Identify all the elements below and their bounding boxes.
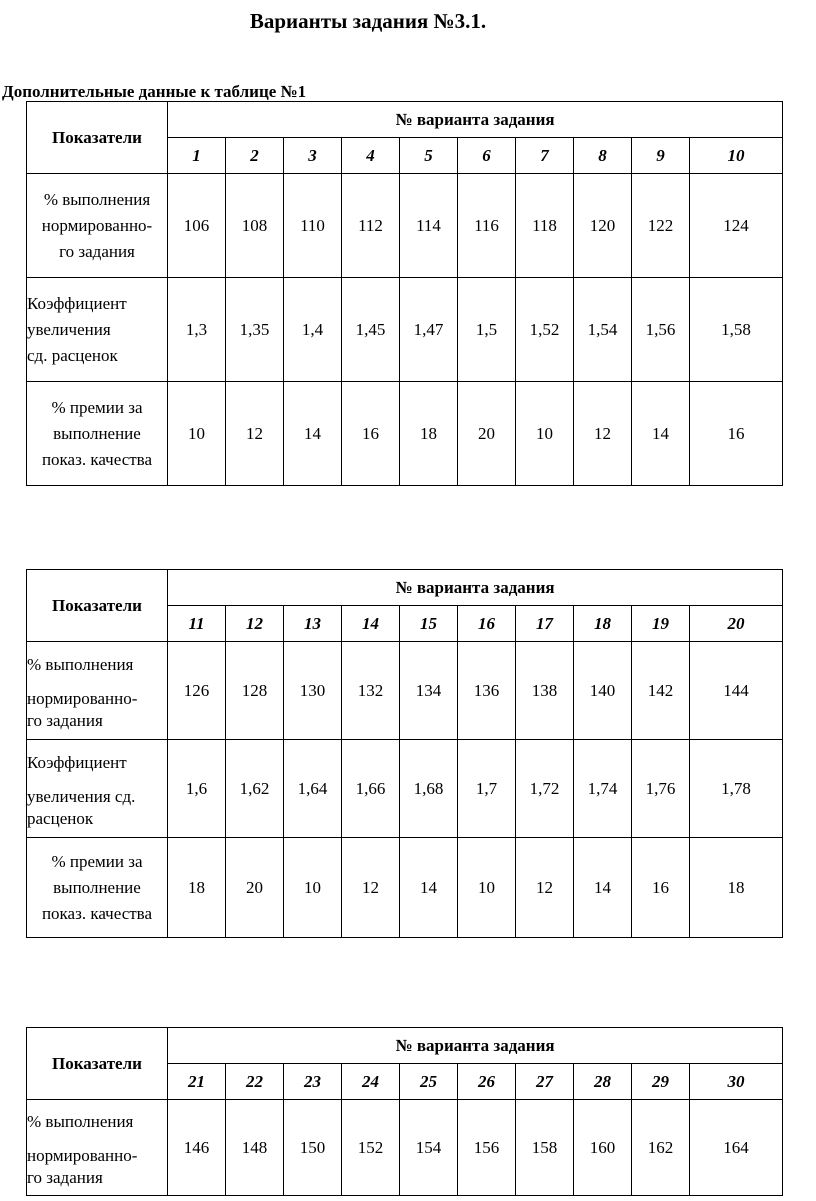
row-label: % выполнения нормированно- го задания	[27, 642, 168, 740]
variants-table-2	[26, 569, 783, 938]
table-subtitle: Дополнительные данные к таблице №1	[2, 82, 307, 101]
value-cell: 150	[284, 1100, 342, 1196]
value-cell: 110	[284, 174, 342, 278]
value-cell: 10	[458, 838, 516, 938]
variant-number: 22	[226, 1064, 284, 1100]
variant-number: 5	[400, 138, 458, 174]
variants-table-3	[26, 1027, 783, 1196]
value-cell: 20	[458, 382, 516, 486]
value-cell: 1,3	[168, 278, 226, 382]
variant-number: 30	[690, 1064, 783, 1100]
value-cell: 1,62	[226, 740, 284, 838]
variant-number: 21	[168, 1064, 226, 1100]
value-cell: 162	[632, 1100, 690, 1196]
variant-number: 18	[574, 606, 632, 642]
table-row	[27, 642, 783, 740]
value-cell: 16	[632, 838, 690, 938]
variant-number: 23	[284, 1064, 342, 1100]
variant-number: 7	[516, 138, 574, 174]
value-cell: 1,64	[284, 740, 342, 838]
value-cell: 120	[574, 174, 632, 278]
value-cell: 144	[690, 642, 783, 740]
value-cell: 1,76	[632, 740, 690, 838]
variant-number: 12	[226, 606, 284, 642]
value-cell: 114	[400, 174, 458, 278]
variant-number: 9	[632, 138, 690, 174]
row-label: Коэффициент увеличения сд. расценок	[27, 278, 168, 382]
variant-number: 27	[516, 1064, 574, 1100]
value-cell: 156	[458, 1100, 516, 1196]
table-row	[27, 838, 783, 938]
variant-number: 25	[400, 1064, 458, 1100]
variant-number: 10	[690, 138, 783, 174]
value-cell: 16	[342, 382, 400, 486]
variant-group-header: № варианта задания	[168, 1028, 783, 1064]
row-label: % выполнения нормированно- го задания	[27, 174, 168, 278]
variant-number: 19	[632, 606, 690, 642]
value-cell: 138	[516, 642, 574, 740]
value-cell: 140	[574, 642, 632, 740]
corner-header: Показатели	[27, 1028, 168, 1100]
value-cell: 1,54	[574, 278, 632, 382]
value-cell: 154	[400, 1100, 458, 1196]
value-cell: 1,7	[458, 740, 516, 838]
value-cell: 14	[400, 838, 458, 938]
value-cell: 106	[168, 174, 226, 278]
table-row	[27, 174, 783, 278]
value-cell: 16	[690, 382, 783, 486]
value-cell: 1,68	[400, 740, 458, 838]
variant-number: 16	[458, 606, 516, 642]
value-cell: 148	[226, 1100, 284, 1196]
value-cell: 136	[458, 642, 516, 740]
value-cell: 1,78	[690, 740, 783, 838]
value-cell: 1,6	[168, 740, 226, 838]
value-cell: 1,72	[516, 740, 574, 838]
value-cell: 1,74	[574, 740, 632, 838]
value-cell: 112	[342, 174, 400, 278]
value-cell: 1,66	[342, 740, 400, 838]
value-cell: 10	[284, 838, 342, 938]
variant-number: 26	[458, 1064, 516, 1100]
value-cell: 14	[284, 382, 342, 486]
row-label: % выполнения нормированно- го задания	[27, 1100, 168, 1196]
value-cell: 1,4	[284, 278, 342, 382]
value-cell: 108	[226, 174, 284, 278]
value-cell: 12	[226, 382, 284, 486]
value-cell: 14	[632, 382, 690, 486]
variant-number: 1	[168, 138, 226, 174]
variant-number: 20	[690, 606, 783, 642]
value-cell: 130	[284, 642, 342, 740]
value-cell: 164	[690, 1100, 783, 1196]
variant-number: 28	[574, 1064, 632, 1100]
variant-number: 3	[284, 138, 342, 174]
row-label: % премии за выполнение показ. качества	[27, 838, 168, 938]
value-cell: 118	[516, 174, 574, 278]
value-cell: 1,47	[400, 278, 458, 382]
table-row	[27, 740, 783, 838]
variant-group-header: № варианта задания	[168, 102, 783, 138]
value-cell: 126	[168, 642, 226, 740]
variants-table-1	[26, 101, 783, 486]
corner-header: Показатели	[27, 102, 168, 174]
value-cell: 1,56	[632, 278, 690, 382]
page-title: Варианты задания №3.1.	[249, 9, 487, 33]
table-row	[27, 382, 783, 486]
row-label: % премии за выполнение показ. качества	[27, 382, 168, 486]
value-cell: 1,52	[516, 278, 574, 382]
value-cell: 1,5	[458, 278, 516, 382]
row-label: Коэффициент увеличения сд. расценок	[27, 740, 168, 838]
value-cell: 1,45	[342, 278, 400, 382]
table-row	[27, 1100, 783, 1196]
variant-number: 6	[458, 138, 516, 174]
value-cell: 1,58	[690, 278, 783, 382]
table-row	[27, 278, 783, 382]
corner-header: Показатели	[27, 570, 168, 642]
variant-number: 13	[284, 606, 342, 642]
value-cell: 116	[458, 174, 516, 278]
value-cell: 10	[516, 382, 574, 486]
variant-number: 29	[632, 1064, 690, 1100]
variant-number: 2	[226, 138, 284, 174]
value-cell: 160	[574, 1100, 632, 1196]
value-cell: 152	[342, 1100, 400, 1196]
variant-number: 14	[342, 606, 400, 642]
value-cell: 132	[342, 642, 400, 740]
value-cell: 18	[690, 838, 783, 938]
value-cell: 12	[516, 838, 574, 938]
variant-number: 4	[342, 138, 400, 174]
variant-number: 24	[342, 1064, 400, 1100]
variant-group-header: № варианта задания	[168, 570, 783, 606]
value-cell: 18	[168, 838, 226, 938]
value-cell: 122	[632, 174, 690, 278]
variant-number: 11	[168, 606, 226, 642]
value-cell: 158	[516, 1100, 574, 1196]
value-cell: 1,35	[226, 278, 284, 382]
value-cell: 128	[226, 642, 284, 740]
value-cell: 12	[574, 382, 632, 486]
value-cell: 134	[400, 642, 458, 740]
variant-number: 8	[574, 138, 632, 174]
value-cell: 124	[690, 174, 783, 278]
value-cell: 142	[632, 642, 690, 740]
value-cell: 14	[574, 838, 632, 938]
value-cell: 18	[400, 382, 458, 486]
value-cell: 146	[168, 1100, 226, 1196]
value-cell: 12	[342, 838, 400, 938]
variant-number: 15	[400, 606, 458, 642]
value-cell: 20	[226, 838, 284, 938]
variant-number: 17	[516, 606, 574, 642]
value-cell: 10	[168, 382, 226, 486]
